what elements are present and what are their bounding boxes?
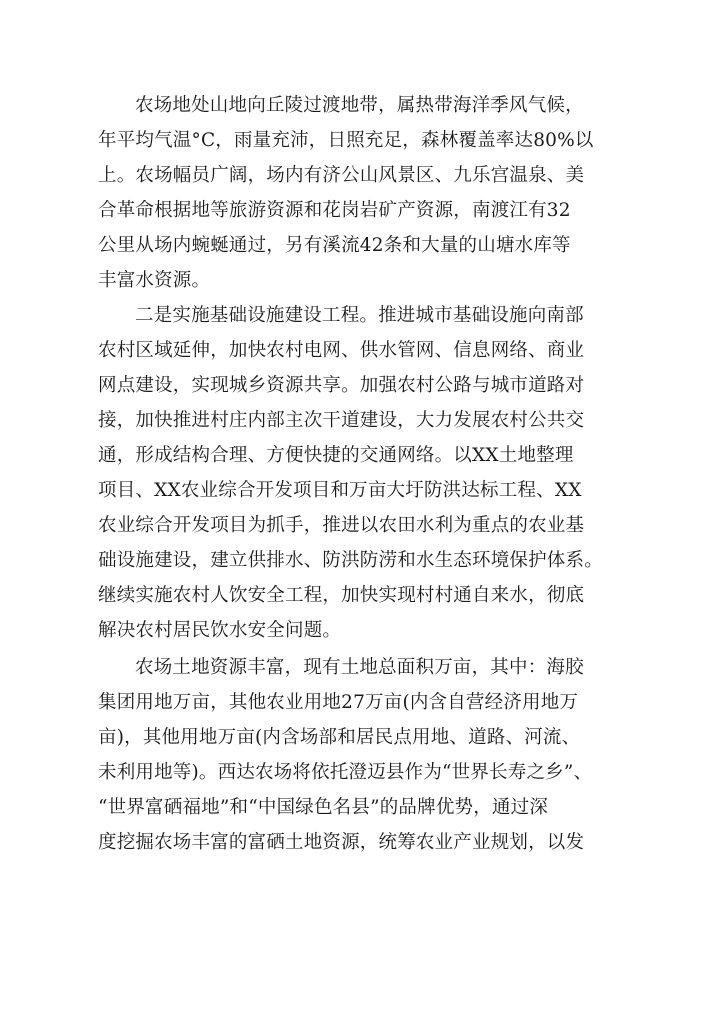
paragraph-2-line-7: 农业综合开发项目为抓手，推进以农田水利为重点的农业基	[98, 515, 585, 536]
paragraph-2-line-2: 农村区域延伸，加快农村电网、供水管网、信息网络、商业	[98, 340, 585, 361]
paragraph-2-line-3: 网点建设，实现城乡资源共享。加强农村公路与城市道路对	[98, 375, 585, 396]
paragraph-3-line-6: 度挖掘农场丰富的富硒土地资源，统筹农业产业规划，以发	[98, 832, 585, 853]
paragraph-1-line-6: 丰富水资源。	[98, 270, 211, 291]
paragraph-2-line-8: 础设施建设，建立供排水、防洪防涝和水生态环境保护体系。	[98, 550, 603, 571]
paragraph-1-line-2: 年平均气温°C，雨量充沛，日照充足，森林覆盖率达80%以	[98, 130, 594, 151]
paragraph-1-line-1: 农场地处山地向丘陵过渡地带，属热带海洋季风气候，	[135, 95, 584, 116]
paragraph-1-line-4: 合革命根据地等旅游资源和花岗岩矿产资源，南渡江有32	[98, 200, 571, 221]
paragraph-3-line-3: 亩)，其他用地万亩(内含场部和居民点用地、道路、河流、	[98, 727, 581, 748]
paragraph-2-line-1: 二是实施基础设施建设工程。推进城市基础设施向南部	[135, 305, 584, 326]
paragraph-1-line-3: 上。农场幅员广阔，场内有济公山风景区、九乐宫温泉、美	[98, 165, 585, 186]
paragraph-2-line-4: 接，加快推进村庄内部主次干道建设，大力发展农村公共交	[98, 410, 585, 431]
paragraph-1-line-5: 公里从场内蜿蜒通过，另有溪流42条和大量的山塘水库等	[98, 235, 571, 256]
paragraph-2-line-9: 继续实施农村人饮安全工程，加快实现村村通自来水，彻底	[98, 585, 585, 606]
paragraph-3-line-1: 农场土地资源丰富，现有土地总面积万亩，其中：海胶	[135, 657, 584, 678]
paragraph-3-line-5: “世界富硒福地”和“中国绿色名县”的品牌优势，通过深	[98, 797, 549, 818]
paragraph-2-line-5: 通，形成结构合理、方便快捷的交通网络。以XX土地整理	[98, 445, 574, 466]
paragraph-2-line-6: 项目、XX农业综合开发项目和万亩大圩防洪达标工程、XX	[98, 480, 582, 501]
paragraph-3-line-2: 集团用地万亩，其他农业用地27万亩(内含自营经济用地万	[98, 692, 579, 713]
paragraph-3-line-4: 未利用地等)。西达农场将依托澄迈县作为“世界长寿之乡”、	[98, 762, 593, 783]
paragraph-2-line-10: 解决农村居民饮水安全问题。	[98, 620, 342, 641]
